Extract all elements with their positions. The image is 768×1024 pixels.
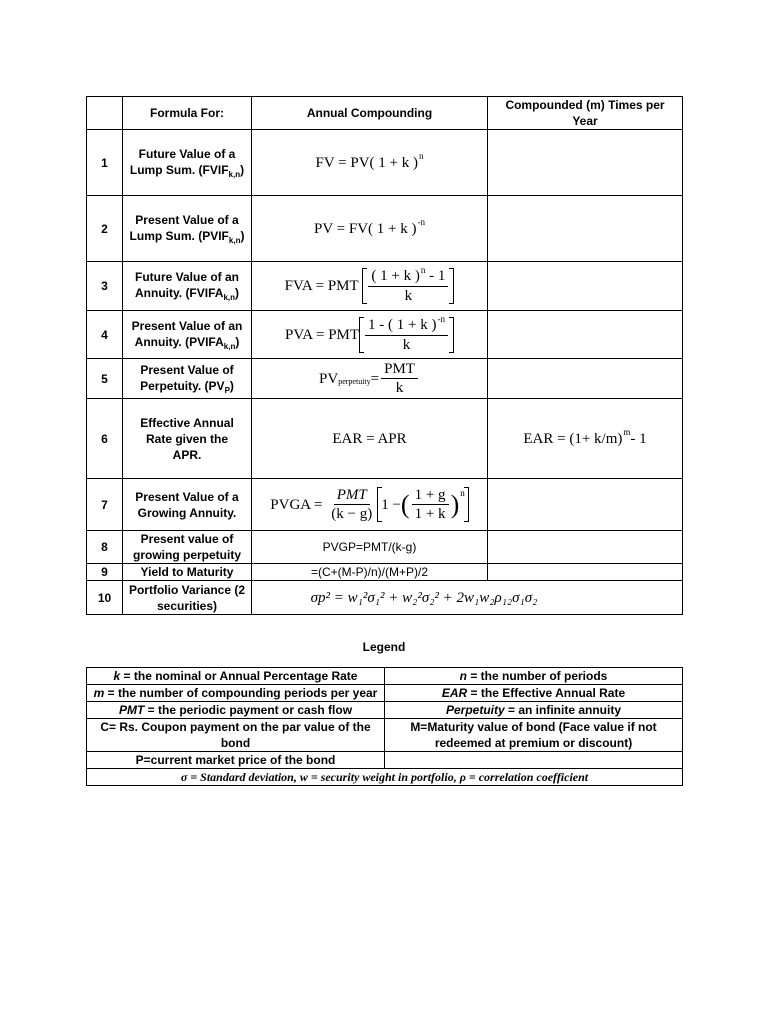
legend-footer-row [87, 769, 683, 786]
header-num [87, 97, 123, 130]
table-row [87, 581, 683, 615]
row-number: 9 [87, 564, 123, 581]
row-number: 2 [87, 196, 123, 262]
row-number: 10 [87, 581, 123, 615]
formula-m-empty [488, 564, 683, 581]
formula-fv: FV = PV( 1 + k ) $^n$ [252, 130, 488, 196]
table-row [87, 399, 683, 479]
legend-item: Perpetuity = an infinite annuity [385, 702, 683, 719]
formula-ear-annual: EAR = APR [252, 399, 488, 479]
legend-row [87, 702, 683, 719]
formula-m-empty [488, 130, 683, 196]
formula-portfolio: σp² = w₁²σ₁² + w₂²σ₂² + 2w₁w₂ρ₁₂σ₁σ₂ [252, 581, 683, 615]
formula-pva: PVA = PMT $\frac{1 - ( 1 + k )^{-n}}{k}$ [252, 311, 488, 359]
formula-m-empty [488, 196, 683, 262]
legend-item [385, 752, 683, 769]
formula-m-empty [488, 311, 683, 359]
formula-m-empty [488, 531, 683, 564]
row-label: Present Value of Perpetuity. $(PV_P)$ [123, 359, 252, 399]
header-annual-compounding: Annual Compounding [252, 97, 488, 130]
row-number: 7 [87, 479, 123, 531]
row-label: Present Value of a Growing Annuity. [123, 479, 252, 531]
row-number: 6 [87, 399, 123, 479]
legend-item: C= Rs. Coupon payment on the par value of the bond [87, 719, 385, 752]
legend-item: PMT = the periodic payment or cash flow [87, 702, 385, 719]
legend-table [86, 667, 683, 786]
table-row [87, 359, 683, 399]
table-row [87, 311, 683, 359]
formula-m-empty [488, 262, 683, 311]
table-row [87, 564, 683, 581]
formula-pvgp: PVGP=PMT/(k-g) [252, 531, 488, 564]
legend-row [87, 752, 683, 769]
row-label: Yield to Maturity [123, 564, 252, 581]
legend-item: k = the nominal or Annual Percentage Rate [87, 668, 385, 685]
legend-item: EAR = the Effective Annual Rate [385, 685, 683, 702]
formula-m-empty [488, 359, 683, 399]
row-number: 8 [87, 531, 123, 564]
row-label: Future Value of a Lump Sum. $(FVIF_{k,n})$ [123, 130, 252, 196]
formula-m-empty [488, 479, 683, 531]
legend-row [87, 668, 683, 685]
row-label: Future Value of an Annuity. $(FVIFA_{k,n})$ [123, 262, 252, 311]
legend-row [87, 719, 683, 752]
formula-pvp: PV $_{perpetuity}$ = $\frac{\text{PMT}}{k}$ [252, 359, 488, 399]
row-number: 4 [87, 311, 123, 359]
legend-row [87, 685, 683, 702]
legend-item: M=Maturity value of bond (Face value if not redeemed at premium or discount) [385, 719, 683, 752]
row-label: Present Value of a Lump Sum. $(PVIF_{k,n})$ [123, 196, 252, 262]
legend-item: P=current market price of the bond [87, 752, 385, 769]
header-m-times: Compounded (m) Times per Year [488, 97, 683, 130]
formula-ear-m: EAR = (1+ k/m) $^m$ - 1 [488, 399, 683, 479]
legend-title: Legend [362, 640, 406, 654]
formula-pvga: PVGA = $\frac{\text{PMT}}{(k - g)}$ 1 − ( $\frac{1 + g}{1 + k}$ ) $^n$ [252, 479, 488, 531]
table-header-row [87, 97, 683, 130]
formula-table [86, 96, 683, 615]
table-row [87, 262, 683, 311]
row-label: Effective Annual Rate given the APR. [123, 399, 252, 479]
row-number: 1 [87, 130, 123, 196]
formula-pv: PV = FV( 1 + k ) $^{-n}$ [252, 196, 488, 262]
table-row [87, 196, 683, 262]
table-row [87, 130, 683, 196]
legend-footer: σ = Standard deviation, w = security weight in portfolio, ρ = correlation coefficient [87, 769, 683, 786]
legend-item: n = the number of periods [385, 668, 683, 685]
table-row [87, 479, 683, 531]
header-formula-for: Formula For: [123, 97, 252, 130]
legend-item: m = the number of compounding periods per year [87, 685, 385, 702]
row-number: 5 [87, 359, 123, 399]
row-label: Present Value of an Annuity. $(PVIFA_{k,n})$ [123, 311, 252, 359]
row-label: Present value of growing perpetuity [123, 531, 252, 564]
formula-ytm: =(C+(M-P)/n)/(M+P)/2 [252, 564, 488, 581]
table-row [87, 531, 683, 564]
formula-fva: FVA = PMT $\frac{( 1 + k )^n - 1}{k}$ [252, 262, 488, 311]
row-label: Portfolio Variance (2 securities) [123, 581, 252, 615]
row-number: 3 [87, 262, 123, 311]
